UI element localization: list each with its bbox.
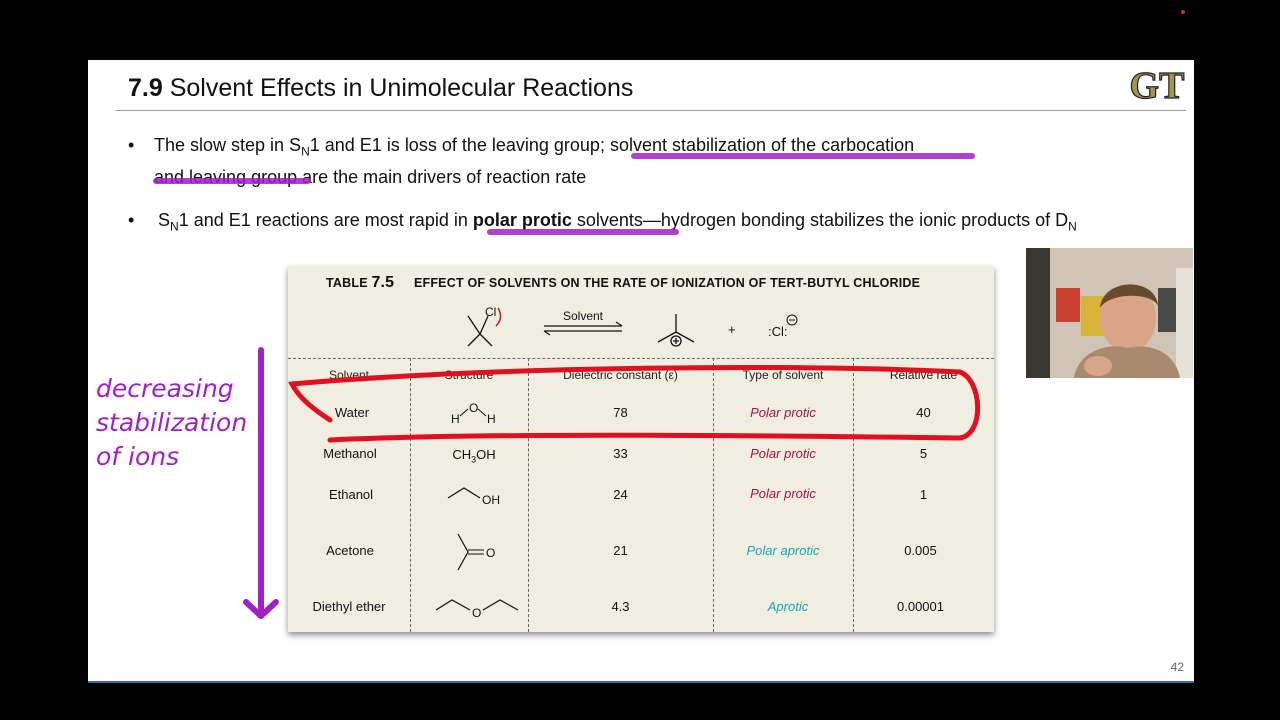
table-number: 7.5 — [371, 274, 395, 291]
row-ethanol-dielectric: 24 — [613, 487, 628, 502]
annotation-line-1: decreasing — [96, 374, 234, 403]
bullet-2-text-d: —hydrogen bonding stabilizes the ionic products of D — [642, 210, 1069, 230]
bullet-1-text-c: are the main drivers of reaction rate — [297, 166, 587, 187]
row-water-rate: 40 — [916, 405, 931, 420]
row-ethanol-solvent: Ethanol — [328, 487, 374, 502]
bullet-1-sub: N — [301, 144, 310, 159]
row-ether-rate: 0.00001 — [897, 599, 944, 614]
row-acetone-rate: 0.005 — [904, 543, 937, 558]
title-text: Solvent Effects in Unimolecular Reactions — [169, 74, 634, 102]
table-heading: EFFECT OF SOLVENTS ON THE RATE OF IONIZATION OF TERT-BUTYL CHLORIDE — [413, 276, 921, 290]
page-number: 42 — [1170, 660, 1184, 674]
row-acetone-solvent: Acetone — [326, 543, 374, 558]
row-ethanol-type: Polar protic — [750, 486, 816, 501]
svg-text:O: O — [472, 606, 482, 620]
logo-text: GT — [1129, 65, 1185, 107]
chloride-label: Cl — [485, 305, 497, 319]
row-ether-solvent: Diethyl ether — [312, 599, 386, 614]
methanol-structure: $CH_3OH$ — [452, 447, 496, 465]
bottom-bar — [88, 681, 1194, 683]
bullet-2-text-b: 1 and E1 reactions are most rapid in — [178, 210, 473, 230]
annotation-line-2: stabilization — [96, 408, 248, 437]
row-methanol-rate: 5 — [919, 446, 928, 461]
webcam-video — [1026, 248, 1193, 378]
row-methanol-solvent: Methanol — [323, 446, 377, 461]
bullet-dot: • — [128, 135, 135, 155]
row-ether-type: Aprotic — [767, 599, 809, 614]
recording-dot — [1181, 10, 1185, 14]
svg-text:O: O — [486, 546, 496, 560]
row-methanol-type: Polar protic — [750, 446, 816, 461]
reaction-condition: Solvent — [562, 309, 604, 323]
bullet-2-text-a: S — [158, 210, 171, 230]
bullet-1-highlight-a: solvent stabilization of the carbocation — [609, 135, 915, 155]
table-label: TABLE — [326, 276, 368, 290]
header-structure: Structure — [444, 368, 494, 382]
row-acetone-dielectric: 21 — [613, 543, 628, 558]
row-water-type: Polar protic — [750, 405, 816, 420]
plus-sign: + — [728, 322, 736, 337]
row-ether-dielectric: 4.3 — [611, 599, 630, 614]
header-solvent: Solvent — [328, 368, 370, 382]
bullet-2-end-sub: N — [1068, 219, 1077, 234]
bullet-1-text-b: 1 and E1 is loss of the leaving group; — [309, 135, 610, 155]
row-methanol-dielectric: 33 — [613, 446, 628, 461]
bullet-2-text-c: solvents — [571, 210, 643, 230]
header-type: Type of solvent — [742, 368, 824, 382]
header-rate: Relative rate — [889, 368, 958, 382]
svg-text:O: O — [469, 401, 479, 415]
bullet-1-highlight-b: and leaving group — [154, 166, 298, 187]
svg-text:H: H — [451, 412, 460, 426]
svg-text:OH: OH — [482, 493, 500, 507]
bullet-1-text-a: The slow step in S — [154, 135, 302, 155]
svg-text:H: H — [487, 412, 496, 426]
row-water-dielectric: 78 — [613, 405, 628, 420]
water-row-circle — [292, 368, 978, 440]
row-acetone-type: Polar aprotic — [746, 543, 820, 558]
bullet-2-sub: N — [170, 219, 179, 234]
row-water-solvent: Water — [334, 405, 370, 420]
header-dielectric: Dielectric constant (ε) — [563, 368, 678, 382]
bullet-2-bold: polar protic — [472, 210, 572, 230]
row-ethanol-rate: 1 — [919, 487, 928, 502]
title-number: 7.9 — [128, 74, 163, 102]
bullet-dot: • — [128, 210, 135, 230]
annotation-line-3: of ions — [96, 442, 180, 471]
chloride-ion: :Cl: — [768, 324, 788, 339]
